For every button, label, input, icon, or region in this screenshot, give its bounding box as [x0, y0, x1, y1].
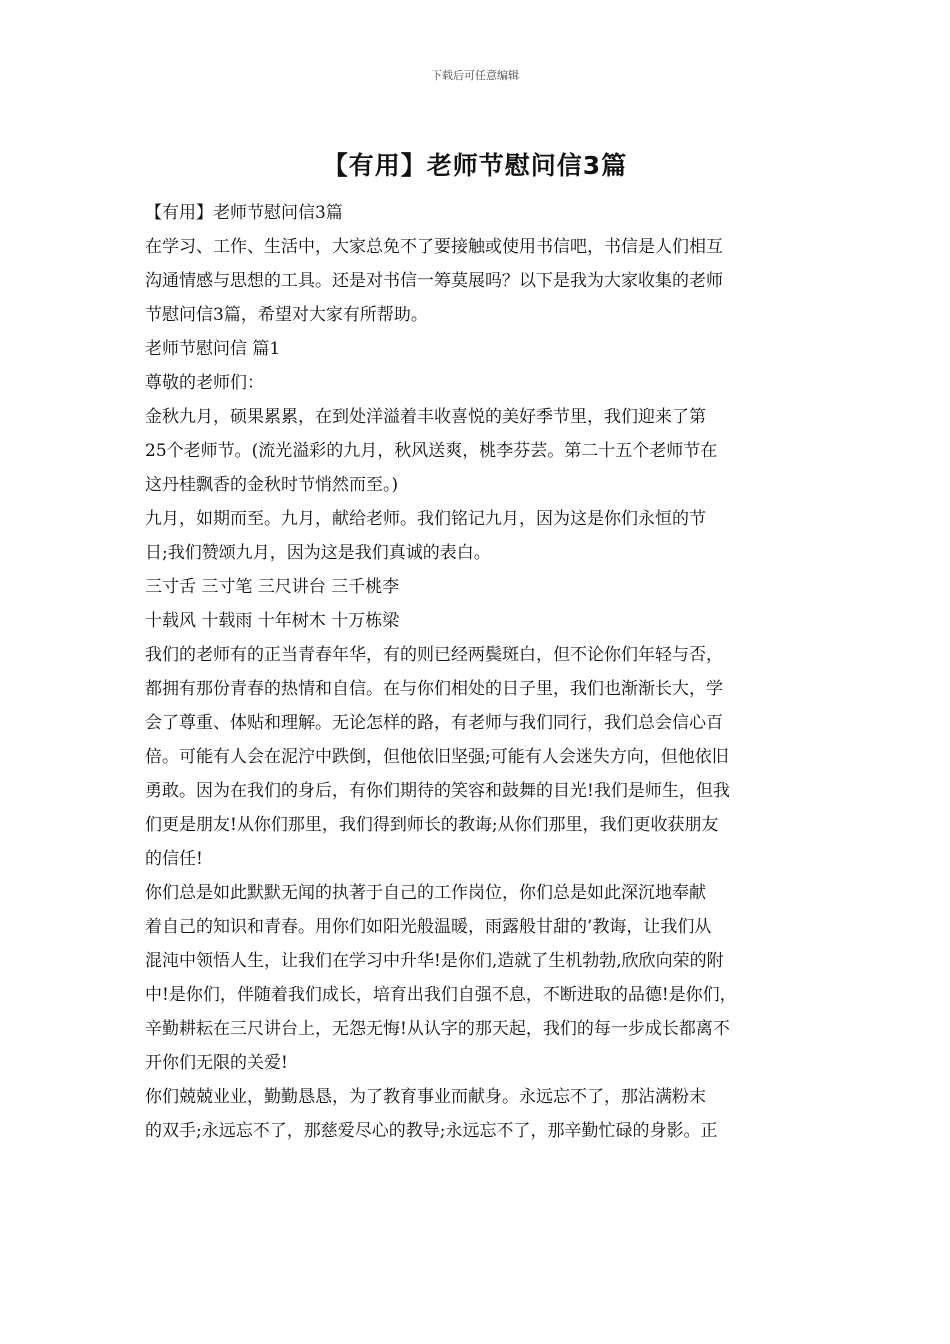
text-line: 我们的老师有的正当青春年华，有的则已经两鬓斑白，但不论你们年轻与否，	[145, 645, 723, 665]
text-line: 日;我们赞颂九月，因为这是我们真诚的表白。	[145, 543, 491, 563]
text-line: 25个老师节。(流光溢彩的九月，秋风送爽，桃李芬芸。第二十五个老师节在	[145, 441, 718, 461]
text-line: 勇敢。因为在我们的身后，有你们期待的笑容和鼓舞的目光!我们是师生，但我	[145, 781, 730, 801]
text-line: 三寸舌 三寸笔 三尺讲台 三千桃李	[145, 577, 400, 597]
text-line: 节慰问信3篇，希望对大家有所帮助。	[145, 305, 428, 325]
text-line: 的双手;永远忘不了，那慈爱尽心的教导;永远忘不了，那辛勤忙碌的身影。正	[145, 1121, 718, 1141]
document-title: 【有用】老师节慰问信3篇	[322, 151, 628, 180]
text-line: 你们总是如此默默无闻的执著于自己的工作岗位，你们总是如此深沉地奉献	[145, 883, 706, 903]
text-line: 这丹桂飘香的金秋时节悄然而至。)	[145, 475, 399, 495]
text-line: 中!是你们，伴随着我们成长，培育出我们自强不息，不断进取的品德!是你们，	[145, 985, 737, 1005]
text-line: 沟通情感与思想的工具。还是对书信一筹莫展吗？以下是我为大家收集的老师	[145, 271, 723, 291]
text-line: 们更是朋友!从你们那里，我们得到师长的教诲;从你们那里，我们更收获朋友	[145, 815, 719, 835]
text-line: 倍。可能有人会在泥泞中跌倒，但他依旧坚强;可能有人会迷失方向，但他依旧	[145, 747, 729, 767]
text-line: 都拥有那份青春的热情和自信。在与你们相处的日子里，我们也渐渐长大，学	[145, 679, 723, 699]
text-line: 十载风 十载雨 十年树木 十万栋梁	[145, 611, 400, 631]
text-line: 混沌中领悟人生，让我们在学习中升华!是你们,造就了生机勃勃,欣欣向荣的附	[145, 951, 724, 971]
text-line: 你们兢兢业业，勤勤恳恳，为了教育事业而献身。永远忘不了，那沾满粉末	[145, 1087, 706, 1107]
text-line: 在学习、工作、生活中，大家总免不了要接触或使用书信吧，书信是人们相互	[145, 237, 723, 257]
text-line: 的信任!	[145, 849, 203, 869]
header-note: 下载后可任意编辑	[431, 69, 519, 82]
text-line: 会了尊重、体贴和理解。无论怎样的路，有老师与我们同行，我们总会信心百	[145, 713, 723, 733]
text-line: 老师节慰问信 篇1	[145, 339, 281, 359]
text-line: 金秋九月，硕果累累，在到处洋溢着丰收喜悦的美好季节里，我们迎来了第	[145, 407, 706, 427]
document-body	[145, 196, 815, 1148]
text-line: 九月，如期而至。九月，献给老师。我们铭记九月，因为这是你们永恒的节	[145, 509, 706, 529]
text-line: 【有用】老师节慰问信3篇	[145, 203, 343, 223]
text-line: 尊敬的老师们：	[145, 373, 264, 393]
text-line: 着自己的知识和青春。用你们如阳光般温暖，雨露般甘甜的’教诲，让我们从	[145, 917, 712, 937]
text-line: 开你们无限的关爱!	[145, 1053, 288, 1073]
text-line: 辛勤耕耘在三尺讲台上，无怨无悔!从认字的那天起，我们的每一步成长都离不	[145, 1019, 730, 1039]
